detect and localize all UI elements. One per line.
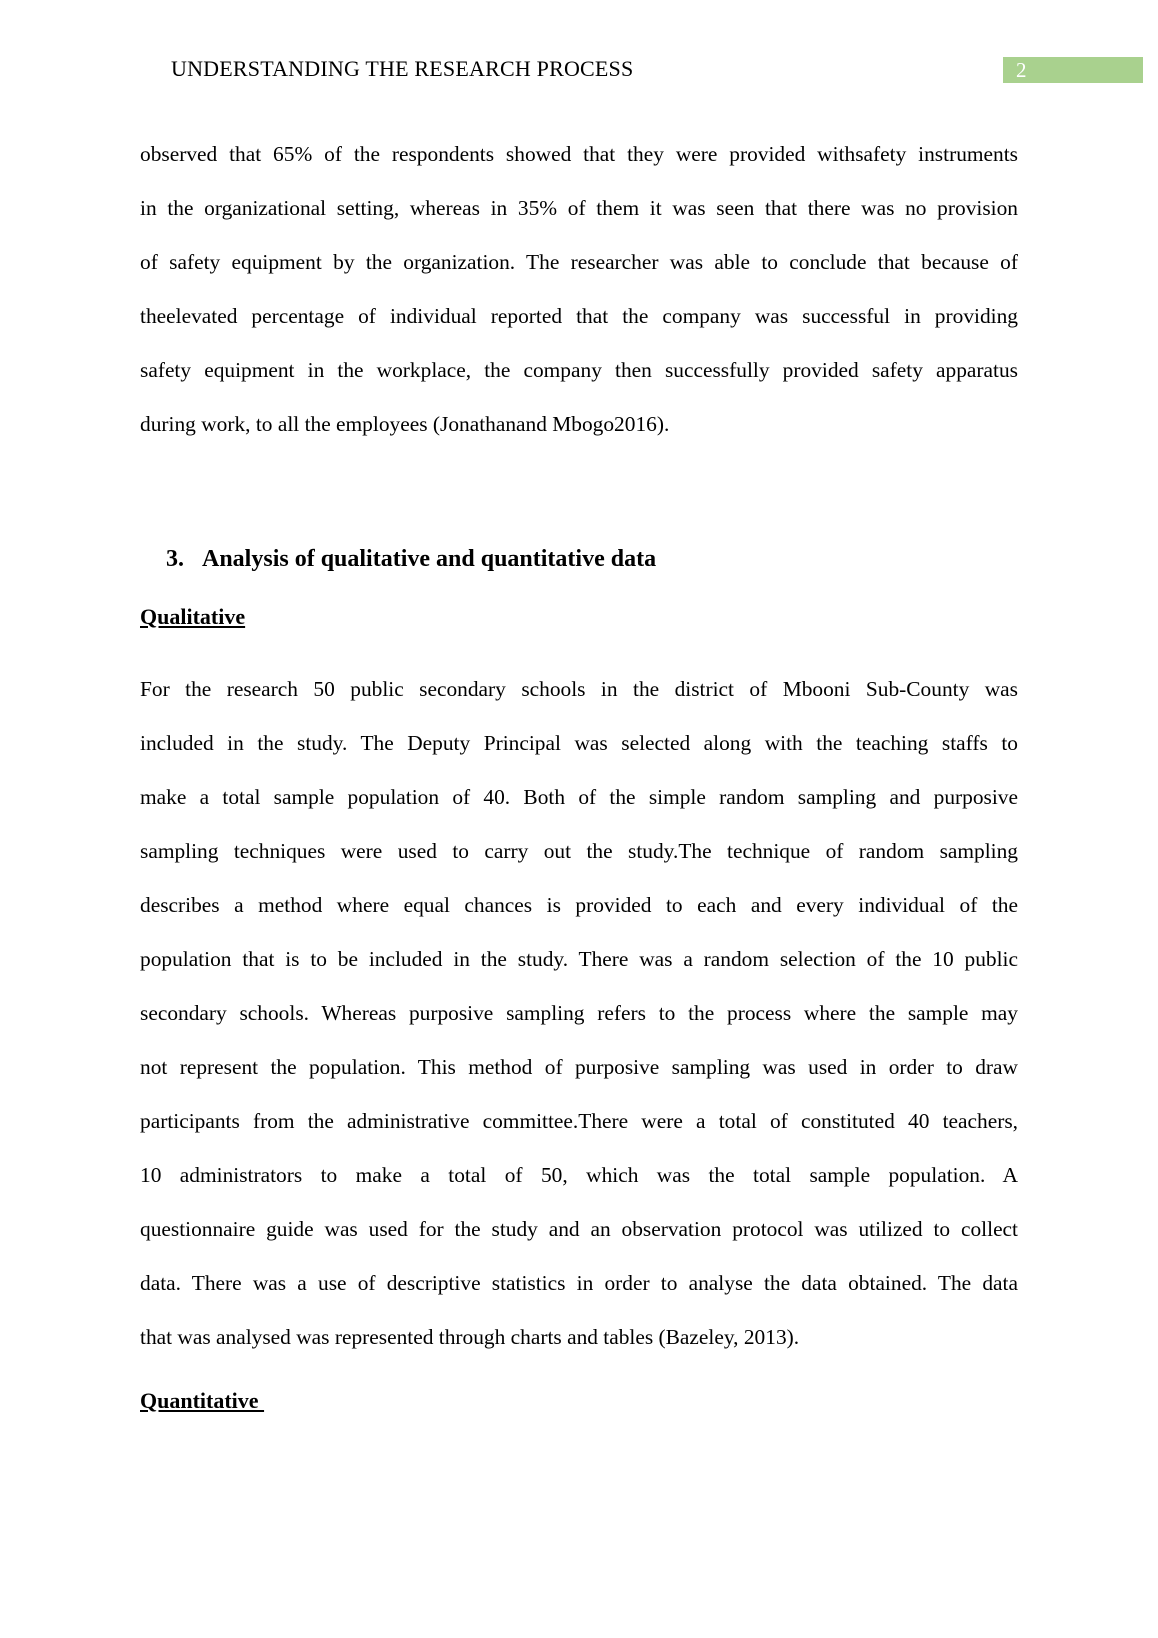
text-line: questionnaire guide was used for the study and an observation protocol was utilized to collect bbox=[140, 1217, 1018, 1241]
running-header-title: UNDERSTANDING THE RESEARCH PROCESS bbox=[171, 56, 634, 81]
text-line: that was analysed was represented through charts and tables (Bazeley, 2013). bbox=[140, 1325, 800, 1349]
page-number: 2 bbox=[1016, 58, 1027, 82]
text-line: not represent the population. This method of purposive sampling was used in order to draw bbox=[140, 1055, 1018, 1079]
text-line: safety equipment in the workplace, the company then successfully provided safety apparatus bbox=[140, 358, 1018, 382]
paragraph-safety-results bbox=[140, 127, 1018, 451]
text-line: participants from the administrative committee.There were a total of constituted 40 teachers, bbox=[140, 1109, 1018, 1133]
text-line: observed that 65% of the respondents showed that they were provided withsafety instruments bbox=[140, 142, 1018, 166]
text-line: sampling techniques were used to carry out the study.The technique of random sampling bbox=[140, 839, 1018, 863]
text-line: make a total sample population of 40. Both of the simple random sampling and purposive bbox=[140, 785, 1018, 809]
section-title: Analysis of qualitative and quantitative data bbox=[202, 546, 657, 572]
text-line: For the research 50 public secondary schools in the district of Mbooni Sub-County was bbox=[140, 677, 1018, 701]
qualitative-heading: Qualitative bbox=[140, 604, 246, 629]
quantitative-heading: Quantitative bbox=[140, 1388, 265, 1413]
text-line: included in the study. The Deputy Principal was selected along with the teaching staffs to bbox=[140, 731, 1018, 755]
text-line: describes a method where equal chances is provided to each and every individual of the bbox=[140, 893, 1018, 917]
text-line: in the organizational setting, whereas in 35% of them it was seen that there was no provision bbox=[140, 196, 1018, 220]
section-heading bbox=[166, 546, 656, 573]
text-line: 10 administrators to make a total of 50, which was the total sample population. A bbox=[140, 1163, 1018, 1187]
page-number-badge bbox=[1003, 57, 1143, 83]
text-line: data. There was a use of descriptive statistics in order to analyse the data obtained. The data bbox=[140, 1271, 1018, 1295]
text-line: secondary schools. Whereas purposive sampling refers to the process where the sample may bbox=[140, 1001, 1018, 1025]
text-line: population that is to be included in the study. There was a random selection of the 10 public bbox=[140, 947, 1018, 971]
text-line: of safety equipment by the organization. The researcher was able to conclude that because of bbox=[140, 250, 1018, 274]
section-number: 3. bbox=[166, 546, 184, 572]
text-line: theelevated percentage of individual reported that the company was successful in providing bbox=[140, 304, 1018, 328]
paragraph-qualitative bbox=[140, 662, 1018, 1364]
text-line: during work, to all the employees (Jonathanand Mbogo2016). bbox=[140, 412, 670, 436]
